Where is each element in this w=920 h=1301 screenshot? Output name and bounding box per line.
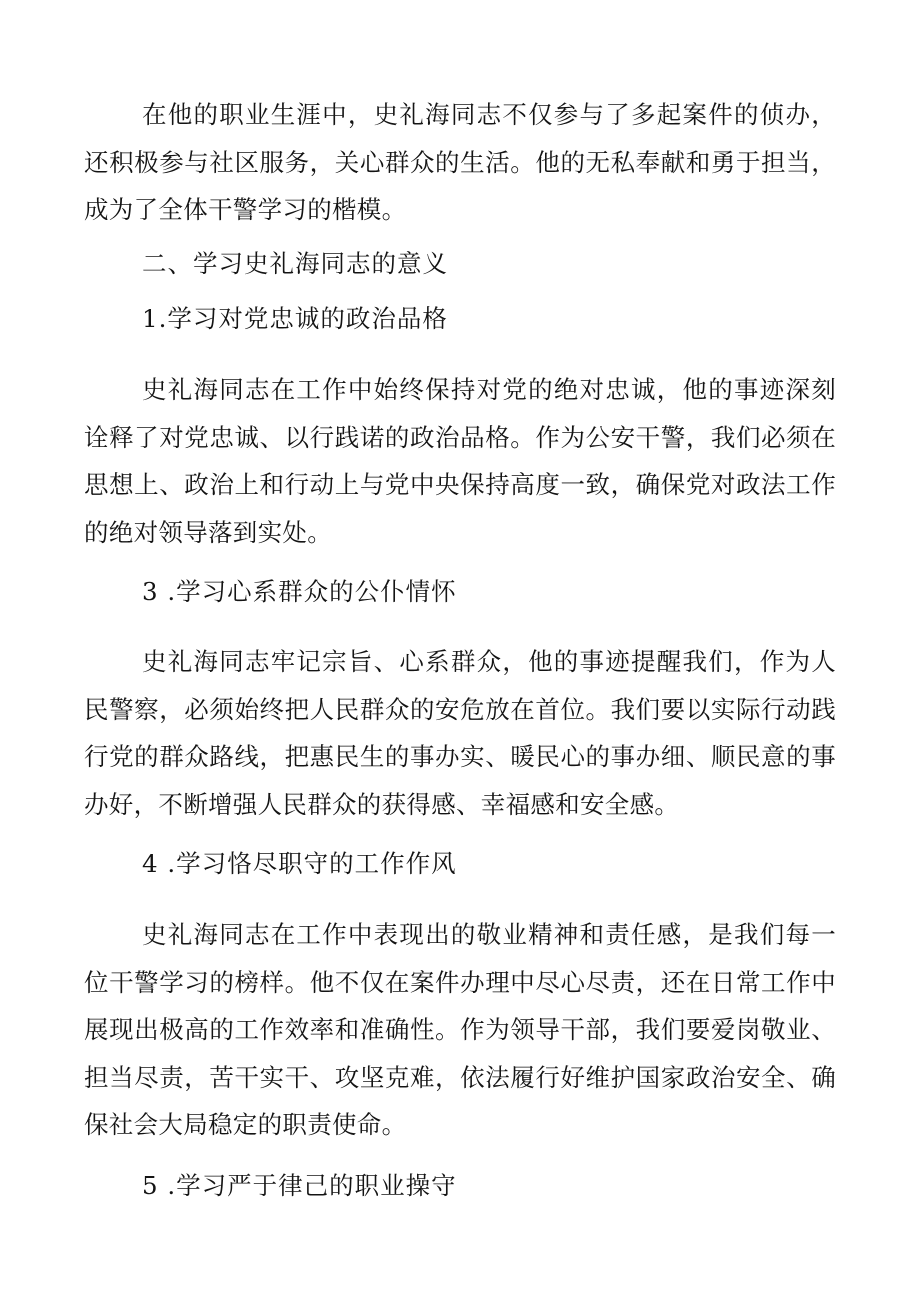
section-heading-significance: 二、学习史礼海同志的意义 (142, 249, 448, 278)
intro-paragraph: 在他的职业生涯中，史礼海同志不仅参与了多起案件的侦办，还积极参与社区服务，关心群众的生活。他的无私奉献和勇于担当，成为了全体干警学习的楷模。 (84, 100, 836, 224)
loyalty-paragraph: 史礼海同志在工作中始终保持对党的绝对忠诚，他的事迹深刻诠释了对党忠诚、以行践诺的政治品格。作为公安干警，我们必须在思想上、政治上和行动上与党中央保持高度一致，确保党对政法工作的绝对领导落到实处。 (84, 375, 836, 547)
subheading-serving-people: 3 .学习心系群众的公仆情怀 (142, 577, 457, 606)
subheading-self-discipline: 5 .学习严于律己的职业操守 (142, 1171, 457, 1200)
serving-people-paragraph: 史礼海同志牢记宗旨、心系群众，他的事迹提醒我们，作为人民警察，必须始终把人民群众的安危放在首位。我们要以实际行动践行党的群众路线，把惠民生的事办实、暖民心的事办细、顺民意的事办好，不断增强人民群众的获得感、幸福感和安全感。 (84, 647, 836, 819)
work-style-paragraph: 史礼海同志在工作中表现出的敬业精神和责任感，是我们每一位干警学习的榜样。他不仅在案件办理中尽心尽责，还在日常工作中展现出极高的工作效率和准确性。作为领导干部，我们要爱岗敬业、担当尽责，苦干实干、攻坚克难，依法履行好维护国家政治安全、确保社会大局稳定的职责使命。 (84, 920, 836, 1139)
subheading-work-style: 4 .学习恪尽职守的工作作风 (142, 849, 457, 878)
subheading-loyalty: 1.学习对党忠诚的政治品格 (142, 304, 448, 333)
